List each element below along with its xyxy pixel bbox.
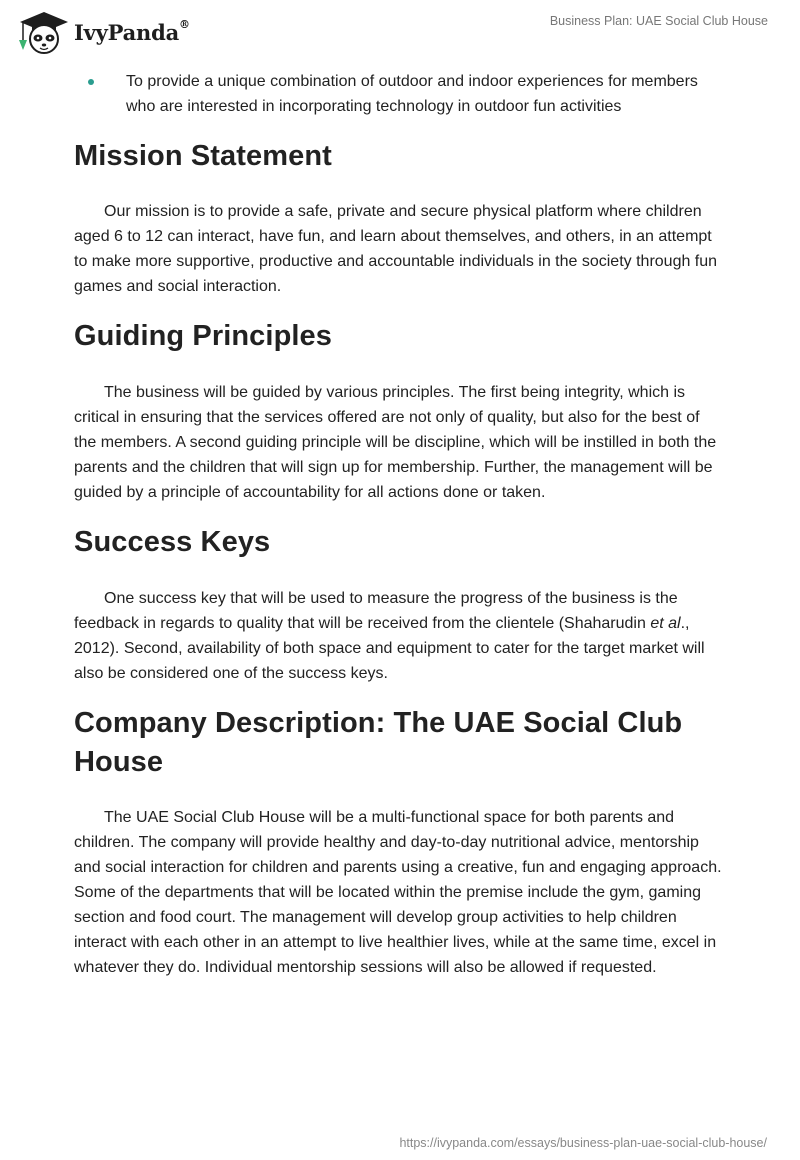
section-heading-company: Company Description: The UAE Social Club House: [74, 707, 683, 778]
citation-italic: et al: [650, 615, 681, 632]
section-heading-success: Success Keys: [74, 526, 271, 558]
mission-paragraph: Our mission is to provide a safe, private and secure physical platform where children aged 6 to 12 can interact, have fun, and learn about themselves, and others, in an attempt to make more supportive, productive and accountable individuals in the society through fun games and social interaction.: [74, 203, 718, 295]
section-heading-principles: Guiding Principles: [74, 320, 332, 352]
list-item-text: To provide a unique combination of outdoor and indoor experiences for members who are interested in incorporating technology in outdoor fun activities: [126, 73, 698, 115]
page-header: [0, 0, 800, 60]
logo-wordmark: IvyPanda®: [74, 17, 190, 45]
bullet-icon: [88, 79, 94, 85]
panda-graduation-cap-icon: [14, 8, 70, 56]
success-paragraph: One success key that will be used to measure the progress of the business is the feedback in regards to quality that will be received from the clientele (Shaharudin et al., 2012). Second, availability of both space and equipment to cater for the target market will also be considered one of the success keys.: [74, 590, 705, 682]
article-body: [74, 70, 724, 980]
source-url[interactable]: https://ivypanda.com/essays/business-plan-uae-social-club-house/: [399, 1136, 767, 1150]
ivypanda-logo[interactable]: [14, 8, 190, 56]
document-title: Business Plan: UAE Social Club House: [549, 14, 768, 28]
principles-paragraph: The business will be guided by various principles. The first being integrity, which is critical in ensuring that the services offered are not only of quality, but also for the best of the members. A second guiding principle will be discipline, which will be instilled in both the parents and the children that will sign up for membership. Further, the management will be guided by a principle of accountability for all actions done or taken.: [74, 384, 717, 501]
list-item: [74, 70, 724, 119]
company-paragraph: The UAE Social Club House will be a multi-functional space for both parents and children. The company will provide healthy and day-to-day nutritional advice, mentorship and social interaction for children and parents using a creative, fun and engaging approach. Some of the departments that will be located within the premise include the gym, gaming section and food court. The management will develop group activities to help children interact with each other in an attempt to live healthier lives, while at the same time, excel in whatever they do. Individual mentorship sessions will also be allowed if requested.: [74, 809, 722, 976]
section-heading-mission: Mission Statement: [74, 140, 332, 172]
